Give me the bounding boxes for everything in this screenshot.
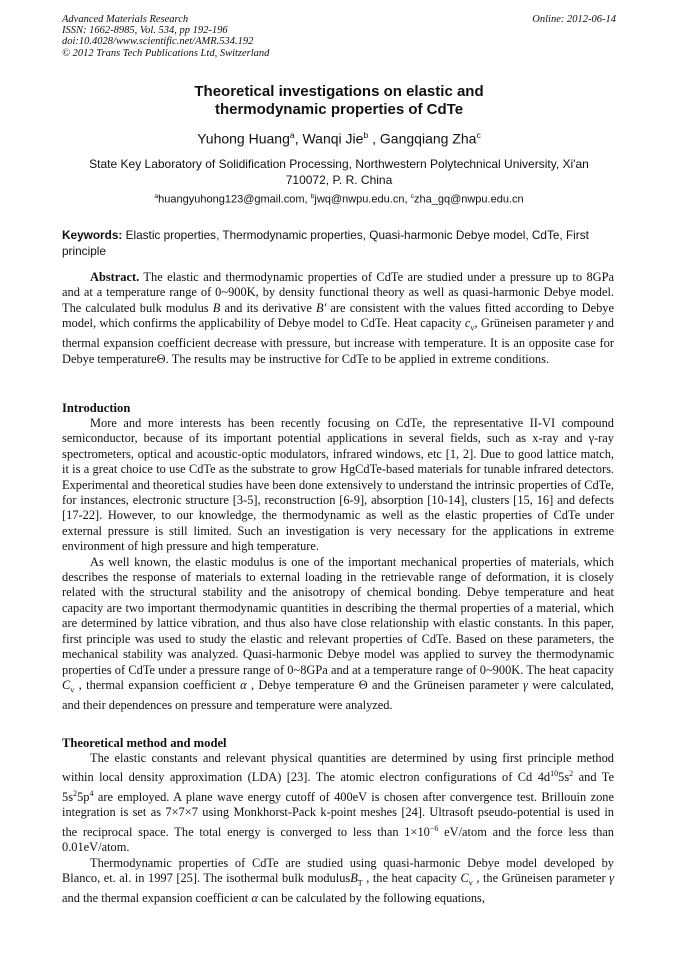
intro-paragraph-2 [62,555,614,714]
method-text-1d: 5p [77,790,90,805]
symbol-alpha: α [251,891,258,906]
intro-text-2e: were calculated, and their dependences on pressure and temperature were analyzed. [62,677,615,712]
email-a[interactable]: huangyuhong123@gmail.com, [158,193,311,206]
section-heading-introduction: Introduction [62,401,131,415]
cd-config-sup-1: 10 [550,769,559,779]
abstract-text-5: and thermal expansion coefficient decrease with pressure, but increase with temperature. It is an opposite case for Debye temperature [62,316,614,366]
symbol-theta: Θ [358,677,368,692]
method-text-2a: Thermodynamic properties of CdTe are studied using quasi-harmonic Debye model developed by Blanco, et. al. in 1997 [25]. The isothermal bulk modulus [62,855,614,886]
online-date: Online: 2012-06-14 [532,14,616,25]
method-text-2c: , the Grüneisen parameter [472,871,610,886]
symbol-Cv: C [62,677,71,692]
symbol-cv-sub: v [470,323,475,333]
journal-name: Advanced Materials Research [62,14,189,25]
abstract-text-4: , Grüneisen parameter [474,316,588,331]
author-2-mark: b [363,130,369,140]
method-text-1f: eV/atom and the force less than 0.01eV/atom. [62,825,614,855]
paper-title-line-1: Theoretical investigations on elastic and [194,83,484,100]
issn-line: ISSN: 1662-8985, Vol. 534, pp 192-196 [62,25,228,37]
author-1: Yuhong Huang [197,130,290,147]
keywords-block [62,228,614,259]
author-3: , Gangqiang Zha [368,130,477,147]
symbol-alpha: α [240,677,247,692]
intro-text-2d: and the Grüneisen parameter [367,677,523,692]
method-text-2d: and the thermal expansion coefficient [62,891,252,906]
author-emails [0,193,678,206]
section-heading-method: Theoretical method and model [62,736,227,750]
introduction-block [62,416,614,713]
keywords-text: Elastic properties, Thermodynamic properties, Quasi-harmonic Debye model, CdTe, First principle [62,228,589,258]
email-b[interactable]: jwq@nwpu.edu.cn, [314,193,411,206]
email-c[interactable]: zha_gq@nwpu.edu.cn [413,193,524,206]
method-text-2e: can be calculated by the following equations, [257,891,485,906]
affiliation-line-1: State Key Laboratory of Solidification Processing, Northwestern Polytechnical University, Xi'an [89,157,589,171]
symbol-Cv-sub: v [70,685,75,695]
abstract-text-3: are consistent with the values fitted according to Debye model, which confirms the applicability of Debye model to CdTe. Heat capacity [62,300,614,331]
copyright-line: © 2012 Trans Tech Publications Ltd, Switzerland [62,47,270,59]
method-text-1c: and Te 5s [62,770,614,805]
method-text-2b: , the heat capacity [362,871,461,886]
email-a-mark: a [154,193,159,200]
intro-text-2a: As well known, the elastic modulus is one of the important mechanical properties of materials, which describes the response of materials to external loading in the retrievable range of deformation, it is closely related with the structural stability and the anisotropy of chemical bonding. Debye temperature and heat capacity are two important thermodynamic quantities in describing the thermal properties of a material, which are determined by lattice vibration, and thus also have close relationship with elastic constants. In this paper, first principle was used to study the elastic and relevant properties of CdTe. Based on these parameters, the mechanical stability was analyzed. Quasi-harmonic Debye model was applied to survey the thermodynamic properties of CdTe under a pressure range of 0~8GPa and at a temperature range of 0~900K. The heat capacity [62,554,614,677]
symbol-theta: Θ [156,351,166,366]
cd-config-sup-2: 2 [569,769,574,779]
author-list [0,130,678,147]
symbol-B: B [212,300,221,315]
symbol-B-prime: B′ [316,300,327,315]
method-block [62,751,614,907]
symbol-Cv: C [460,871,469,886]
method-paragraph-1 [62,751,614,856]
paper-title-line-2: thermodynamic properties of CdTe [214,101,464,118]
symbol-Cv-sub: v [468,878,473,888]
abstract-text-1: The elastic and thermodynamic properties of CdTe are studied under a pressure up to 8GPa and at a temperature range of 0~900K, by density functional theory as well as quasi-harmonic Debye model. The calculated bulk modulus [62,270,614,315]
symbol-BT-sub: T [357,878,363,888]
te-config-sup-1: 2 [73,788,78,798]
keywords-label: Keywords: [62,228,123,242]
author-2: , Wanqi Jie [294,130,364,147]
abstract-text-2: and its derivative [220,300,317,315]
doi-line[interactable]: doi:10.4028/www.scientific.net/AMR.534.192 [62,36,254,48]
symbol-gamma: γ [522,677,528,692]
author-1-mark: a [289,130,295,140]
intro-paragraph-1: More and more interests has been recently focusing on CdTe, the representative II-VI compound semiconductor, because of its important potential applications in several fields, such as x-ray and γ-ray spectrometers, optical and acoustic-optic modulators, infrared windows, etc [1, 2]. Due to good lattice match, it is a great choice to use CdTe as the substrate to grow HgCdTe-based materials for tunable infrared detectors. Experimental and theoretical studies have been done extensively to understand the intrinsic properties of CdTe, for instances, electronic structure [3-5], reconstruction [6-9], absorption [10-14], clusters [15, 16] and defects [17-22]. However, to our knowledge, the thermodynamic as well as the elastic properties of CdTe under external pressure is still limited. Such an investigation is very necessary for the applications in extreme environment of high pressure and high temperature. [62,416,614,554]
symbol-gamma: γ [609,871,614,886]
method-text-1b: 5s [558,770,570,785]
method-text-1a: The elastic constants and relevant physical quantities are determined by using first principle method within local density approximation (LDA) [23]. The atomic electron configurations of Cd 4d [62,751,614,785]
abstract-label: Abstract. [90,270,140,284]
journal-header [62,14,616,59]
abstract-paragraph [62,270,614,367]
abstract-block [62,270,614,367]
exponent-sup: −6 [429,823,439,833]
symbol-BT: B [350,871,358,886]
email-c-mark: c [410,193,414,200]
intro-text-2c: , Debye temperature [246,677,359,692]
te-config-sup-2: 4 [89,788,94,798]
symbol-cv: c [464,316,471,331]
method-paragraph-2 [62,856,614,907]
method-text-1e: are employed. A plane wave energy cutoff of 400eV is chosen after convergence test. Brillouin zone integration is set as 7×7×7 using Monkhorst-Pack k-point meshes [24]. Ultrasoft pseudo-potential is used in the reciprocal space. The total energy is converged to less than 1×10 [62,790,614,839]
intro-text-2b: , thermal expansion coefficient [74,677,241,692]
author-3-mark: c [476,130,481,140]
email-b-mark: b [310,193,315,200]
abstract-text-6: . The results may be instructive for CdTe to be applied in extreme conditions. [165,351,550,366]
symbol-gamma: γ [587,316,593,331]
affiliation-line-2: 710072, P. R. China [285,173,393,187]
